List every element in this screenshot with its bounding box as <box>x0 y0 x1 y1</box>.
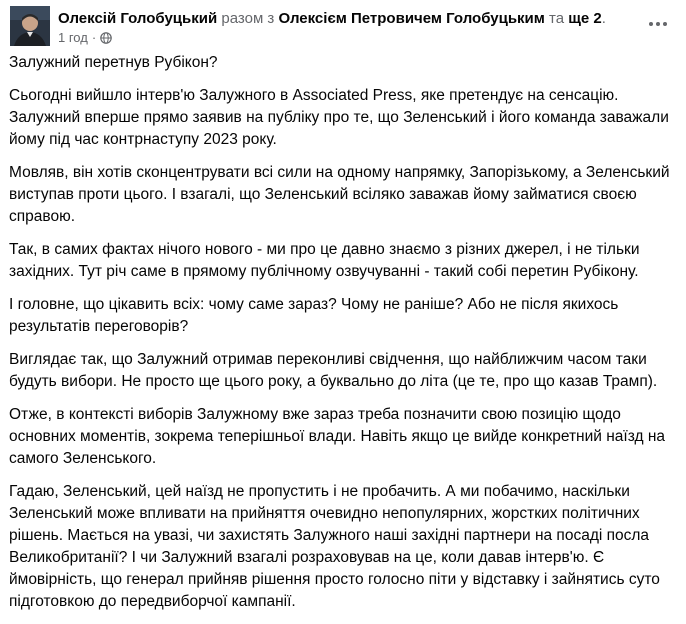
post-paragraph: Так, в самих фактах нічого нового - ми про це давно знаємо з різних джерел, і не тільки західних. Тут річ саме в прямому публічному озвучуванні - такий собі перетин Рубікону. <box>9 241 640 280</box>
author-line <box>58 9 606 28</box>
post-paragraph: Залужний перетнув Рубікон? <box>9 54 218 71</box>
others-link[interactable]: ще 2 <box>568 10 602 27</box>
more-options-icon <box>648 21 668 27</box>
header-period: . <box>601 10 606 27</box>
post-paragraph: Отже, в контексті виборів Залужному вже зараз треба позначити свою позицію щодо основних моментів, зокрема теперішньої влади. Навіть якщо це вийде конкретний наїзд на самого Зеленського. <box>9 406 666 467</box>
post-body <box>9 52 679 624</box>
post-paragraph: Виглядає так, що Залужний отримав переконливі свідчення, що найближчим часом таки будуть вибори. Не просто ще цього року, а буквально до літа (це те, про що казав Трамп). <box>9 351 658 390</box>
post-paragraph: Мовляв, він хотів сконцентрувати всі сили на одному напрямку, Запорізькому, а Зеленський виступав проти цього. І взагалі, що Зеленський всіляко заважав йому займатися своєю справою. <box>9 164 670 225</box>
author-avatar[interactable] <box>10 6 50 46</box>
post-paragraph: Сьогодні вийшло інтерв'ю Залужного в Associated Press, яке претендує на сенсацію. Залужний вперше прямо заявив на публіку про те, що Зеленський і його команда заважали йому під час контрнаступу 2023 року. <box>9 87 669 148</box>
post-paragraph: І головне, що цікавить всіх: чому саме зараз? Чому не раніше? Або не після якихось результатів переговорів? <box>9 296 619 335</box>
post-header <box>10 6 676 48</box>
avatar-image <box>10 6 50 46</box>
globe-icon[interactable] <box>100 32 112 44</box>
tagged-person[interactable]: Олексієм Петровичем Голобуцьким <box>278 10 545 27</box>
post-meta <box>58 30 112 46</box>
meta-separator: · <box>91 30 97 45</box>
author-name[interactable]: Олексій Голобуцький <box>58 10 218 27</box>
more-options-button[interactable] <box>646 14 670 34</box>
post-paragraph: Гадаю, Зеленський, цей наїзд не пропустить і не пробачить. А ми побачимо, наскільки Зеленський може впливати на прийняття очевидно непопулярних, жорстких політичних рішень. Мається на увазі, чи захистять Залужного наші західні партнери на посаді посла Великобританії? І чи Залужний взагалі розраховував на це, коли давав інтерв'ю. Є ймовірність, що генерал прийняв рішення просто голосно піти у відставку і зайнятись суто підготовкою до передвиборчої кампанії. <box>9 483 660 610</box>
and-connector: та <box>549 10 565 27</box>
with-connector: разом з <box>221 10 275 27</box>
timestamp[interactable]: 1 год <box>58 30 88 45</box>
